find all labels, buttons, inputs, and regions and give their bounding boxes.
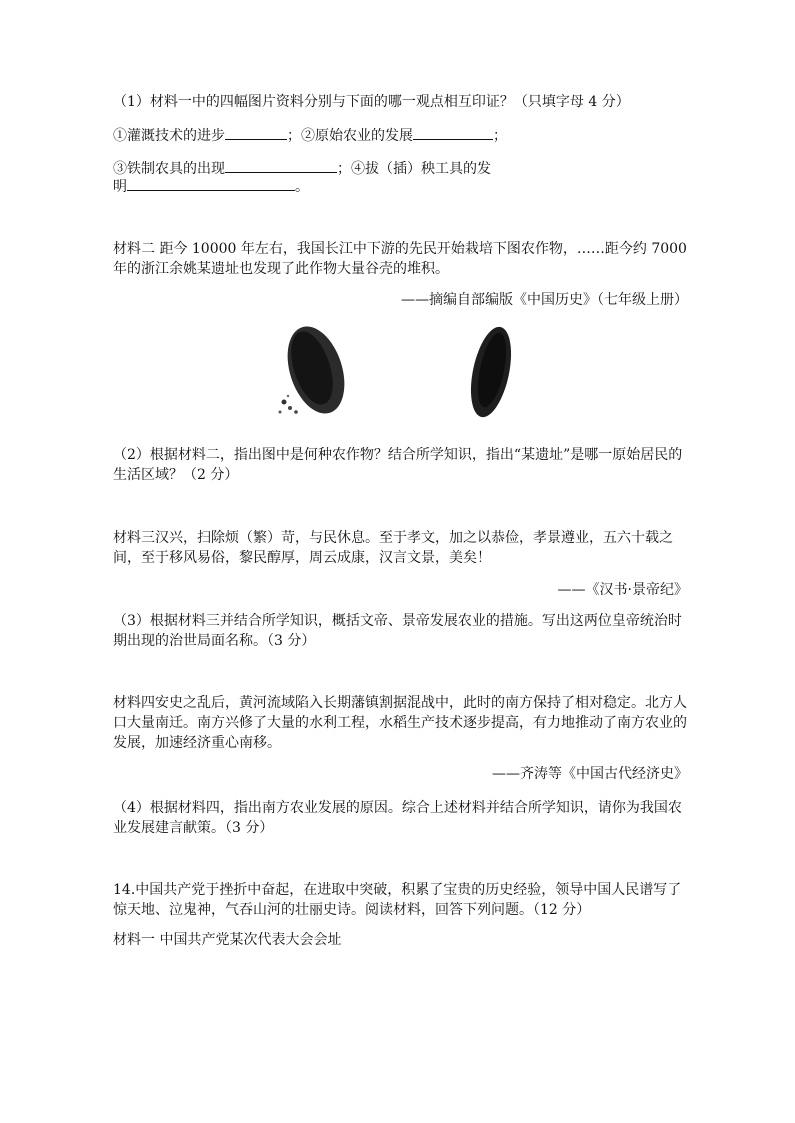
rice-grain-left bbox=[277, 320, 354, 421]
item-irrigation: ①灌溉技术的进步 bbox=[113, 128, 225, 144]
material-2-source: ——摘编自部编版《中国历史》（七年级上册） bbox=[401, 292, 688, 308]
item-primitive-agriculture: ；②原始农业的发展 bbox=[287, 128, 413, 144]
question-14-text: 14.中国共产党于挫折中奋起，在进取中突破，积累了宝贵的历史经验，领导中国人民谱写了惊天地、泣鬼神，气吞山河的壮丽史诗。阅读材料，回答下列问题。（12 分） bbox=[113, 882, 682, 918]
rice-grain-image bbox=[270, 320, 530, 430]
item-seedling-tools: ；④拔（插）秧工具的发 bbox=[337, 161, 491, 177]
material-3-source: ——《汉书·景帝纪》 bbox=[557, 582, 688, 598]
question-1-row-1: ①灌溉技术的进步 ；②原始农业的发展 ； bbox=[113, 125, 688, 146]
material-4-source: ——齐涛等《中国古代经济史》 bbox=[492, 766, 688, 782]
material-4-text: 材料四安史之乱后，黄河流域陷入长期藩镇割据混战中，此时的南方保持了相对稳定。北方人口大量南迁。南方兴修了大量的水利工程，水稻生产技术逐步提高，有力地推动了南方农业的发展，加速经济重心南移。 bbox=[113, 695, 687, 751]
answer-blank-1[interactable] bbox=[225, 125, 287, 140]
question-14-material-1: 材料一 中国共产党某次代表大会会址 bbox=[113, 932, 342, 948]
question-2-text: （2）根据材料二，指出图中是何种农作物？结合所学知识，指出“某遗址”是哪一原始居民的生活区域？（2 分） bbox=[113, 447, 683, 483]
answer-blank-3[interactable] bbox=[225, 158, 337, 173]
material-2-text: 材料二 距今 10000 年左右，我国长江中下游的先民开始栽培下图农作物，……距今约 7000 年的浙江余姚某遗址也发现了此作物大量谷壳的堆积。 bbox=[113, 241, 687, 277]
answer-blank-2[interactable] bbox=[413, 125, 493, 140]
item-iron-tools: ③铁制农具的出现 bbox=[113, 161, 225, 177]
answer-blank-4[interactable] bbox=[127, 176, 295, 191]
question-3-text: （3）根据材料三并结合所学知识，概括文帝、景帝发展农业的措施。写出这两位皇帝统治时期出现的治世局面名称。（3 分） bbox=[113, 613, 682, 649]
question-1-prompt: （1）材料一中的四幅图片资料分别与下面的哪一观点相互印证？（只填字母 4 分） bbox=[113, 94, 630, 110]
material-3-text: 材料三汉兴，扫除烦（繁）苛，与民休息。至于孝文，加之以恭俭，孝景遵业，五六十载之间，至于移风易俗，黎民醇厚，周云成康，汉言文景，美矣！ bbox=[113, 530, 673, 566]
rice-grain-right bbox=[464, 323, 518, 420]
question-4-text: （4）根据材料四，指出南方农业发展的原因。综合上述材料并结合所学知识，请你为我国农业发展建言献策。（3 分） bbox=[113, 800, 682, 836]
question-1-row-3: 明 。 bbox=[113, 176, 688, 197]
